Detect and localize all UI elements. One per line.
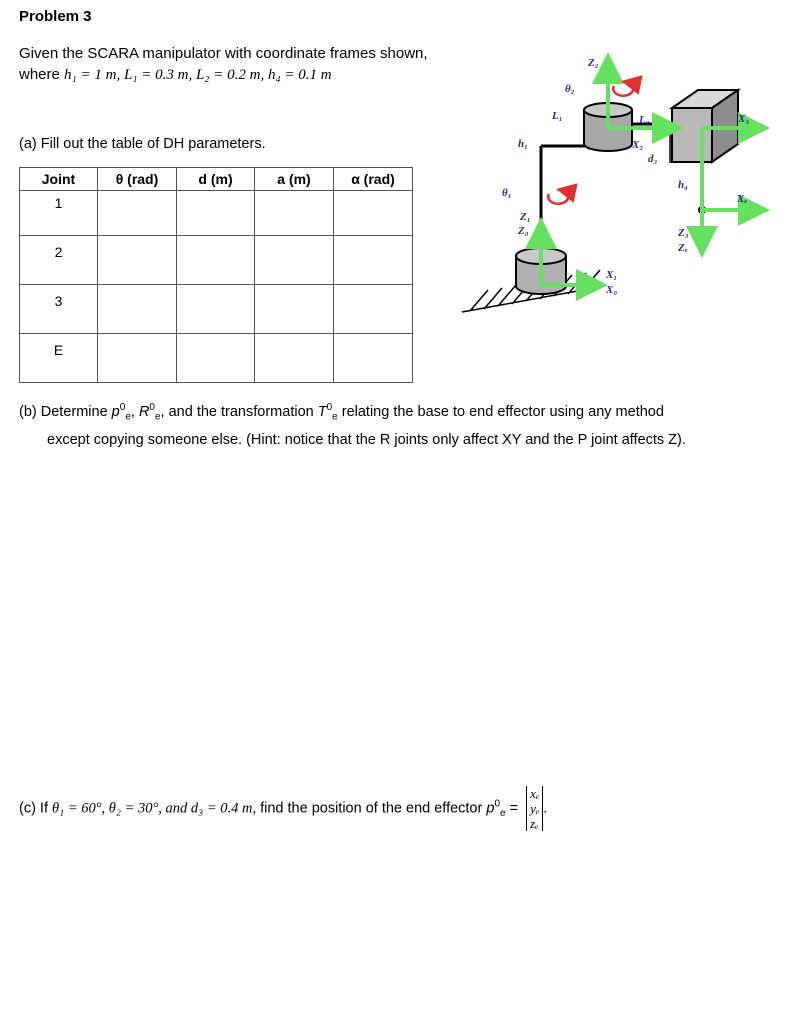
theta-cell[interactable] [98,191,177,236]
header-alpha: α (rad) [334,168,413,191]
label-xe: Xₑ [737,193,748,205]
label-x0: X₀ [606,284,618,296]
a-cell[interactable] [255,191,334,236]
part-a-text: (a) Fill out the table of DH parameters. [19,136,266,152]
label-l1: L₁ [552,110,563,122]
label-ze: Zₑ [678,242,688,254]
label-z2: Z₂ [588,57,599,69]
d-cell[interactable] [177,191,255,236]
given-line-1: Given the SCARA manipulator with coordinate frames shown, [19,45,428,62]
label-x1: X₁ [606,269,618,281]
part-c-values: θ₁ = 60°, θ₂ = 30°, and d₃ = 0.4 m, [52,800,257,817]
table-row [20,285,413,334]
problem-title: Problem 3 [19,8,92,25]
label-h1: h₁ [518,138,528,150]
joint-cell: E [20,334,98,383]
a-cell[interactable] [255,334,334,383]
end-effector-vector: xₑ yₑ zₑ [526,786,543,831]
table-header-row [20,168,413,191]
label-h4: h₄ [678,179,688,191]
theta-cell[interactable] [98,285,177,334]
a-cell[interactable] [255,285,334,334]
alpha-cell[interactable] [334,236,413,285]
given-statement [19,43,428,86]
joint-cell: 2 [20,236,98,285]
given-line-2: where h₁ = 1 m, L₁ = 0.3 m, L₂ = 0.2 m, h₄ = 0.1 m [19,66,332,83]
alpha-cell[interactable] [334,334,413,383]
label-theta2: θ₂ [565,83,575,95]
label-theta1: θ₁ [502,187,512,199]
header-a: a (m) [255,168,334,191]
scara-diagram [440,40,780,330]
theta2-rotation-arrow [613,82,633,96]
label-z3: Z₃ [678,227,689,239]
dh-parameter-table [19,167,413,383]
theta1-rotation-arrow [548,190,568,204]
alpha-cell[interactable] [334,191,413,236]
label-z1: Z₁ [520,211,531,223]
theta-cell[interactable] [98,236,177,285]
d-cell[interactable] [177,285,255,334]
header-joint: Joint [20,168,98,191]
label-z0: Z₀ [518,225,529,237]
part-b-text: (b) Determine $p^0_e$, $R^0_e$, and the transformation $T^0_e$ relating the base to end effector using any method except copying someone else. (Hint: notice that the R joints only affect XY and the P joint affects Z). [19,397,759,451]
label-x2: X₂ [632,139,644,151]
label-l2: L₂ [639,114,650,126]
joint-cell: 3 [20,285,98,334]
label-d3: d₃ [648,153,658,165]
a-cell[interactable] [255,236,334,285]
given-values: h₁ = 1 m, L₁ = 0.3 m, L₂ = 0.2 m, h₄ = 0.1 m [64,67,332,83]
joint-cell: 1 [20,191,98,236]
d-cell[interactable] [177,236,255,285]
theta-cell[interactable] [98,334,177,383]
part-b-line-2: except copying someone else. (Hint: notice that the R joints only affect XY and the P joint affects Z). [47,431,686,448]
d-cell[interactable] [177,334,255,383]
header-d: d (m) [177,168,255,191]
table-row [20,191,413,236]
table-row [20,334,413,383]
table-row [20,236,413,285]
header-theta: θ (rad) [98,168,177,191]
part-c-text: (c) If θ₁ = 60°, θ₂ = 30°, and d₃ = 0.4 m, find the position of the end effector $p^0_e$ = xₑ yₑ zₑ . [19,786,548,831]
alpha-cell[interactable] [334,285,413,334]
label-x3: X₃ [738,113,750,125]
